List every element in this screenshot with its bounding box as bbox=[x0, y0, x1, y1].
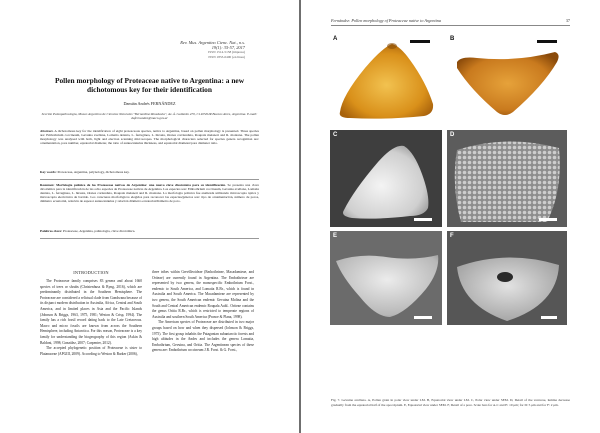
pollen-grain-sem-equatorial bbox=[330, 231, 442, 325]
figure-caption: Fig. 7. Gevuina avellana. A, Pollen grain in polar view under LM. B, Equatorial view under LM. C, Polar view under SEM. D, Detail of the verrucae, lumina decrease gradually from the equatorial half of the apocolpium. E, Equatorial view under SEM. F, Detail of a pore. Scale bars for A-C and E: 10 μm; for D: 5 μm and for F: 2 μm. bbox=[331, 398, 570, 407]
divider bbox=[40, 179, 259, 180]
scale-bar bbox=[541, 316, 557, 319]
keywords-label: Key words: bbox=[40, 170, 57, 174]
paragraph: The accepted phylogenetic position of Proteaceae is sister to Platanaceae (APGIII, 2009). According to Weston & Barker (2006), bbox=[40, 346, 142, 356]
panel-label-f: F bbox=[450, 233, 454, 239]
paragraph: The American species of Proteaceae are distributed in two major groups based on how and when they dispersed (Johnson & Briggs, 1975). The first group inhabits the Patagonian subantarctic forests and high altitudes in the Andes and includes the genera Lomatia, Embothrium, Gevuina, and Oritia. The Argentinean species of these genera are: Embothrium coccineum J.R. Forst. & G. Forst., bbox=[152, 320, 254, 353]
introduction-heading: INTRODUCTION bbox=[73, 270, 109, 275]
right-page bbox=[301, 0, 600, 433]
issn-online: ISSN 1853-0400 (en línea) bbox=[208, 54, 245, 59]
journal-header bbox=[180, 40, 245, 59]
pollen-grain-lm-equatorial bbox=[447, 34, 567, 126]
panel-label-d: D bbox=[450, 132, 455, 138]
resumen-title: Morfología polínica de las Proteaceae nativas de Argentina: una nueva clave dicotómica para su identificación. bbox=[56, 183, 226, 187]
journal-volume: 19(1): 35-57, 2017 bbox=[211, 45, 245, 51]
abstract-label: Abstract. bbox=[40, 129, 54, 133]
pollen-grain-lm-polar bbox=[330, 34, 442, 126]
pollen-grain-sem-polar bbox=[330, 130, 442, 227]
palabras-label: Palabras clave: bbox=[40, 229, 63, 233]
panel-label-e: E bbox=[333, 233, 338, 239]
resumen-text: Se presenta una clave dicotómica para la identificación de las ocho especies de Proteaceae nativas de Argentina. Las especies son: Embothrium coccineum, Gevuina avellana, Lomatia dentata, L. ferruginea, L. hirsuta, Oreiea cortunduta, Roupala meisneri and R. montana. La morfología polínica fue analizada utilizando microscopía óptica y microscopía electrónica de barrido. Los caracteres morfológicos elegidos para reconocer las especies/géneros son: tipo de ornamentación, número de poros, diámetro ecuatorial, relación de espesor aunus/annulus y relación diámetro ecuatorial/diámetro de poro. bbox=[40, 183, 259, 204]
issn-print: ISSN 1514-5158 (impresa) bbox=[208, 50, 245, 55]
left-page bbox=[0, 0, 299, 433]
article-title: Pollen morphology of Proteaceae native to Argentina: a new dichotomous key for their identification bbox=[54, 76, 245, 94]
resumen-label: Resumen: bbox=[40, 183, 55, 187]
scale-bar bbox=[537, 40, 557, 43]
pore-detail bbox=[447, 231, 567, 325]
journal-name: Rev. Mus. Argentino Cienc. Nat., n.s. bbox=[180, 40, 245, 45]
abstract-text: A dichotomous key for the identification of eight proteaceous species, native to Argentina, based on pollen morphology is presented. Three species are: Embothrium coccineum, Gevuina avellana, Lomatia dentata, L. ferruginea, L. hirsuta, Oreiea corrtunduta, Roupala meisneri and R. montana. The pollen morphology was analysed with both, light and electron scanning microscopes. The morphological characters selected for species genera recognition are: ornamentation, pore number, equatorial diameter, the ratio of aunus/annulus thickness, and equatorial diameter/pore diameter ratio. bbox=[40, 129, 259, 146]
figure-panel-d bbox=[447, 130, 567, 227]
figure-panel-a bbox=[330, 34, 442, 126]
divider bbox=[331, 25, 570, 26]
palabras-text: Proteaceae, Argentina, palinología, clave dicotómica. bbox=[63, 229, 136, 233]
figure-panel-c bbox=[330, 130, 442, 227]
abstract-block bbox=[40, 129, 259, 145]
text-column-left bbox=[40, 270, 142, 357]
paragraph: The Proteaceae family comprises 83 genera and about 1660 species of trees or shrubs (Christenhusz & Byng, 2016), which are predominantly distributed in the Southern Hemisphere. The Proteaceae are considered a relictual clade from Gondwana because of its disjunct modern distribution in Australia, Africa, Central and South America, and in limited places in Asia and the Pacific Islands (Johnson & Briggs, 1963, 1975, 1981; Weston & Crisp, 1994). The family has a rich fossil record dating back to the Late Cretaceous. Macro and micro fossils are known from across the Southern Hemisphere, including Antarctica. For this reason, Proteaceae is a key family for understanding the biogeography of this region (Askin & Baldoni, 1998; González, 2007; Carpenter, 2012). bbox=[40, 279, 142, 345]
scale-bar bbox=[414, 218, 432, 221]
author-affiliation: Sección Paleopalinología, Museo Argentino de Ciencias Naturales "Bernardino Rivadavia", Av. Á. Gallardo 470, C1405DJR Buenos Aires, Argentina. E-mail: dafernandez@macn.gov.ar bbox=[41, 112, 258, 121]
resumen-block bbox=[40, 183, 259, 203]
figure-panel-b bbox=[447, 34, 567, 126]
page-number: 37 bbox=[565, 18, 570, 23]
running-head-title: Fernández: Pollen morphology of Proteaceae native to Argentina bbox=[331, 18, 441, 23]
palabras-block bbox=[40, 229, 259, 233]
figure-panel-f bbox=[447, 231, 567, 325]
article-author: Damián Andrés FERNÁNDEZ bbox=[123, 101, 176, 106]
scale-bar bbox=[410, 40, 430, 43]
keywords-block bbox=[40, 170, 259, 174]
panel-label-b: B bbox=[450, 36, 455, 42]
keywords-text: Proteaceae, Argentina, palynology, dichotomous key. bbox=[57, 170, 130, 174]
text-column-right bbox=[152, 270, 254, 354]
running-head bbox=[331, 18, 570, 23]
paragraph: three tribes within Grevilleoideae (Embothrieae, Macadamieae, and Oriteae) are currently found in Argentina. The Embothrieae are represented by two genera, the monospecific Embothrium Forst., endemic to South America, and Lomatia R.Br., which is found in Australia and South America. The Macadamieae are represented by two genera, the South American endemic Gevuina Molina and the South and Central American endemic Roupala Aubl.. Oriteae contains the genus Oritia R.Br., which is restricted to temperate regions of Australia and southern South America (Prance & Plana, 1998). bbox=[152, 270, 254, 319]
divider bbox=[40, 238, 259, 239]
panel-label-a: A bbox=[333, 36, 338, 42]
scale-bar bbox=[539, 218, 557, 221]
verrucae-detail bbox=[447, 130, 567, 227]
scale-bar bbox=[414, 316, 432, 319]
panel-label-c: C bbox=[333, 132, 338, 138]
figure-panel-e bbox=[330, 231, 442, 325]
